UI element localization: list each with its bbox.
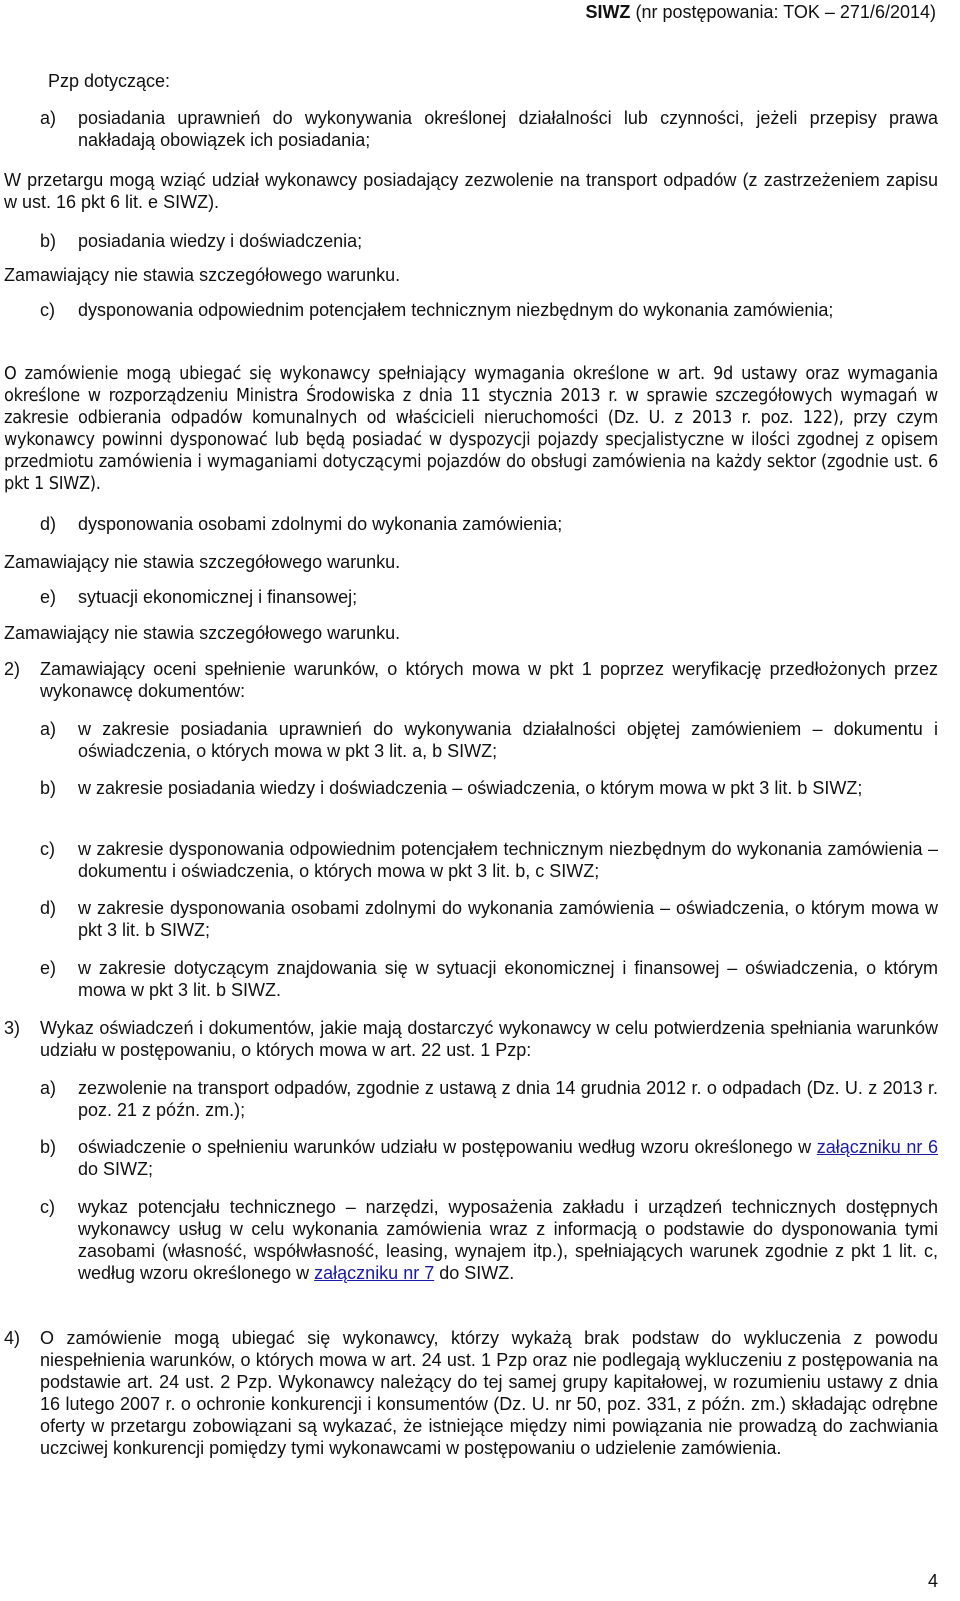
- item-d-label: d): [40, 514, 57, 534]
- attachment-7-link[interactable]: załączniku nr 7: [314, 1263, 435, 1283]
- page-header: [0, 2, 936, 23]
- s2-item-label: b): [40, 778, 57, 798]
- przetarg-text: W przetargu mogą wziąć udział wykonawcy posiadający zezwolenie na transport odpadów (z zastrzeżeniem zapisu w ust. 16 pkt 6 lit. e SIWZ).: [4, 170, 938, 212]
- attachment-6-link[interactable]: załączniku nr 6: [816, 1137, 938, 1157]
- s3-item-c-text: [78, 1196, 938, 1284]
- s2-item-text: w zakresie posiadania wiedzy i doświadczenia – oświadczenia, o którym mowa w pkt 3 lit. b SIWZ;: [78, 778, 863, 798]
- section-4-text: O zamówienie mogą ubiegać się wykonawcy, którzy wykażą brak podstaw do wykluczenia z powodu niespełnienia warunków, o których mowa w art. 24 ust. 1 Pzp oraz nie podlegają wykluczeniu z postępowania na podstawie art. 24 ust. 2 Pzp. Wykonawcy należący do tej samej grupy kapitałowej, w rozumieniu ustawy z dnia 16 lutego 2007 r. o ochronie konkurencji i konsumentów (Dz. U. nr 50, poz. 331, z późn. zm.) składając odrębne oferty w przetargu zobowiązani są wykazać, że istniejące między nimi powiązania nie prowadzą do zachwiania uczciwej konkurencji pomiędzy tymi wykonawcami w postępowaniu o udzielenie zamówienia.: [40, 1328, 938, 1458]
- s3-item-b-text: [78, 1136, 938, 1180]
- s3-c-text-1: wykaz potencjału technicznego – narzędzi, wyposażenia zakładu i urządzeń technicznych dostępnych wykonawcy usług w celu wykonania zamówienia wraz z informacją o podstawie do dysponowania tymi zasobami (własność, współwłasność, leasing, wynajem itp.), spełniających warunek zgodnie z pkt 1 lit. c, według wzoru określonego w: [78, 1197, 938, 1283]
- s2-item-label: e): [40, 958, 57, 978]
- no-condition-2: Zamawiający nie stawia szczegółowego warunku.: [4, 552, 401, 572]
- item-a-label: a): [40, 108, 57, 128]
- s2-item-label: c): [40, 839, 55, 859]
- item-a-text: posiadania uprawnień do wykonywania określonej działalności lub czynności, jeżeli przepisy prawa nakładają obowiązek ich posiadania;: [78, 108, 938, 150]
- item-b-label: b): [40, 231, 57, 251]
- s3-b-text-1: oświadczenie o spełnieniu warunków udziału w postępowaniu według wzoru określonego w: [78, 1137, 812, 1157]
- s2-item-text: w zakresie dysponowania odpowiednim potencjałem technicznym niezbędnym do wykonania zamówienia – dokumentu i oświadczenia, o których mowa w pkt 3 lit. b, c SIWZ;: [78, 839, 938, 881]
- s2-item-text: w zakresie posiadania uprawnień do wykonywania działalności objętej zamówieniem – dokumentu i oświadczenia, o których mowa w pkt 3 lit. a, b SIWZ;: [78, 719, 938, 761]
- no-condition-3: Zamawiający nie stawia szczegółowego warunku.: [4, 623, 401, 643]
- requirements-paragraph: [4, 363, 938, 495]
- section-3-label: 3): [4, 1018, 21, 1038]
- requirements-part-3: 122), przy czym wykonawcy powinni dysponować lub będą posiadać w dyspozycji pojazdy specjalistyczne w ilości zgodnej z opisem przedmiotu zamówienia i wymaganiami dotyczącymi pojazdów do obsługi zamówienia na każdy sektor (zgodnie ust. 6 pkt 1 SIWZ).: [4, 407, 939, 494]
- no-condition-1: Zamawiający nie stawia szczegółowego warunku.: [4, 265, 401, 285]
- item-c-text: dysponowania odpowiednim potencjałem technicznym niezbędnym do wykonania zamówienia;: [78, 300, 834, 320]
- s2-item-text: w zakresie dotyczącym znajdowania się w sytuacji ekonomicznej i finansowej – oświadczenia, o którym mowa w pkt 3 lit. b SIWZ.: [78, 958, 938, 1000]
- page-number: 4: [927, 1571, 938, 1591]
- s3-item-b-label: b): [40, 1137, 57, 1157]
- requirements-part-2: 9d ustawy oraz wymagania określone w rozporządzeniu Ministra Środowiska z dnia 11 stycznia 2013 r. w sprawie szczegółowych wymagań w zakresie odbierania odpadów komunalnych od właścicieli nieruchomości (Dz. U. z 2013 r. poz.: [4, 363, 938, 428]
- section-4-label: 4): [4, 1328, 21, 1348]
- item-e-label: e): [40, 587, 57, 607]
- s2-item-label: d): [40, 898, 57, 918]
- item-e-text: sytuacji ekonomicznej i finansowej;: [78, 587, 358, 607]
- item-d-text: dysponowania osobami zdolnymi do wykonania zamówienia;: [78, 514, 563, 534]
- header-ref: (nr postępowania: TOK – 271/6/2014): [635, 2, 936, 22]
- s3-item-c-label: c): [40, 1197, 55, 1217]
- s2-item-text: w zakresie dysponowania osobami zdolnymi do wykonania zamówienia – oświadczenia, o którym mowa w pkt 3 lit. b SIWZ;: [78, 898, 938, 940]
- s3-item-a-label: a): [40, 1078, 57, 1098]
- section-3-text: Wykaz oświadczeń i dokumentów, jakie mają dostarczyć wykonawcy w celu potwierdzenia spełniania warunków udziału w postępowaniu, o których mowa w art. 22 ust. 1 Pzp:: [40, 1018, 938, 1060]
- s3-c-text-2: do SIWZ.: [439, 1263, 515, 1283]
- s2-item-label: a): [40, 719, 57, 739]
- section-2-text: Zamawiający oceni spełnienie warunków, o których mowa w pkt 1 poprzez weryfikację przedłożonych przez wykonawcę dokumentów:: [40, 659, 938, 701]
- requirements-part-1: O zamówienie mogą ubiegać się wykonawcy spełniający wymagania określone w art.: [4, 363, 705, 384]
- intro-text: Pzp dotyczące:: [48, 71, 171, 91]
- s3-item-a-text: zezwolenie na transport odpadów, zgodnie z ustawą z dnia 14 grudnia 2012 r. o odpadach (Dz. U. z 2013 r. poz. 21 z późn. zm.);: [78, 1078, 938, 1120]
- s3-b-text-2: do SIWZ;: [78, 1159, 154, 1179]
- item-c-label: c): [40, 300, 55, 320]
- header-doc: SIWZ: [585, 2, 631, 22]
- section-2-label: 2): [4, 659, 21, 679]
- item-b-text: posiadania wiedzy i doświadczenia;: [78, 231, 363, 251]
